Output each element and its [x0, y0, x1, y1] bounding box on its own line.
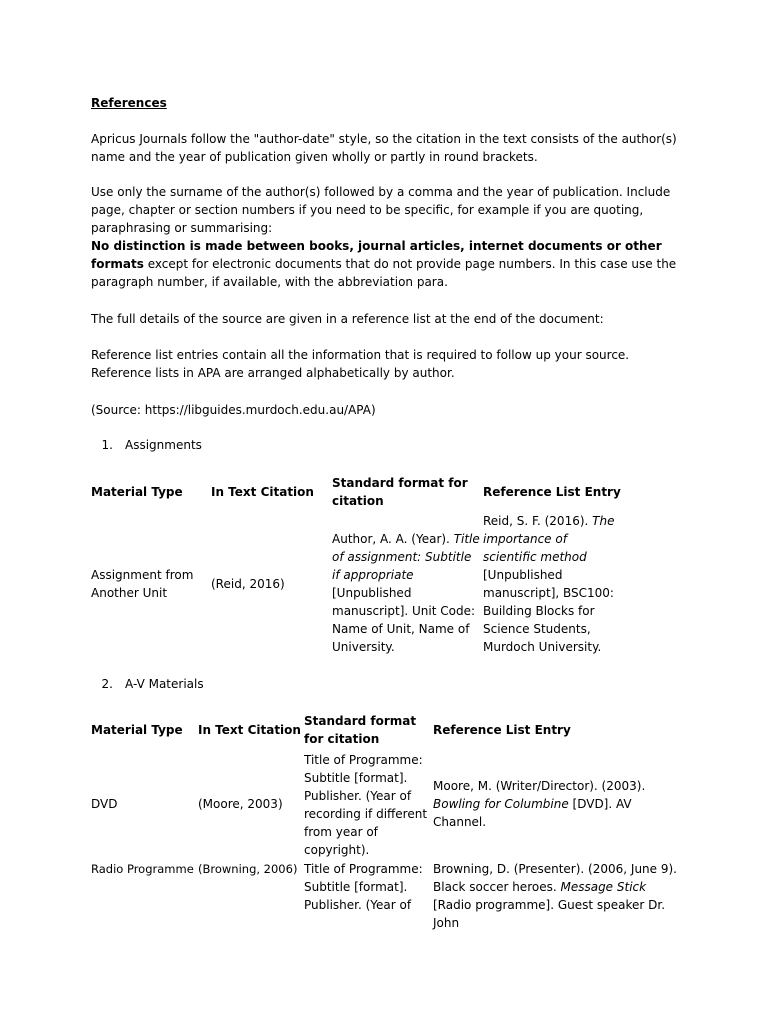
table2-header-format: Standard format for citation [304, 714, 417, 746]
table1-row-citation: (Reid, 2016) [211, 577, 285, 591]
entry-text-b: [Unpublished manuscript], BSC100: Building Blocks for Science Students, Murdoch University. [483, 568, 614, 654]
section-number: 1. [101, 438, 113, 452]
table2-row-format: Title of Programme: Subtitle [format]. Publisher. (Year of recording if different from year of copyright). [304, 753, 428, 857]
table2-row-entry [433, 777, 673, 831]
table2-row-citation: (Browning, 2006) [198, 862, 298, 876]
section-assignments [91, 436, 202, 454]
references-heading: References [91, 96, 167, 110]
entry-text-a: Browning, D. (Presenter). (2006, June 9). Black soccer heroes. [433, 862, 677, 894]
format-text-b: [Unpublished manuscript]. Unit Code: Name of Unit, Name of University. [332, 586, 476, 654]
section-number: 2. [101, 677, 113, 691]
table2-header-citation: In Text Citation [198, 723, 301, 737]
table1-header-citation: In Text Citation [211, 485, 314, 499]
distinction-bold-text: No distinction is made between books, journal articles, internet documents or other formats [91, 239, 662, 271]
table1-header-entry: Reference List Entry [483, 485, 621, 499]
full-details-paragraph: The full details of the source are given in a reference list at the end of the document: [91, 312, 604, 326]
section-av-materials [91, 675, 204, 693]
entry-text-italic: The importance of scientific method [483, 514, 615, 564]
reference-list-paragraph: Reference list entries contain all the information that is required to follow up your source. Reference lists in APA are arranged alphabetically by author. [91, 348, 630, 380]
table2-row-material: Radio Programme [91, 862, 194, 876]
distinction-rest-text: except for electronic documents that do not provide page numbers. In this case use the paragraph number, if available, with the abbreviation para. [91, 257, 677, 289]
section-title: A-V Materials [125, 677, 204, 691]
table2-header-material: Material Type [91, 723, 183, 737]
format-text-italic: Title of assignment: Subtitle if appropriate [332, 532, 480, 582]
entry-text-italic: Message Stick [560, 880, 647, 894]
table1-header-format: Standard format for citation [332, 476, 468, 508]
table1-row-material: Assignment from Another Unit [91, 568, 194, 600]
surname-paragraph: Use only the surname of the author(s) followed by a comma and the year of publication. Include page, chapter or section numbers if you need to be specific, for example if you are quoting, paraphrasing or summarising: [91, 185, 671, 235]
entry-text-italic: Bowling for Columbine [433, 797, 569, 811]
distinction-paragraph [91, 237, 681, 291]
entry-text-b: [DVD]. AV Channel. [433, 797, 632, 829]
source-line: (Source: https://libguides.murdoch.edu.au/APA) [91, 403, 376, 417]
table1-row-entry [483, 512, 623, 656]
intro-paragraph: Apricus Journals follow the "author-date" style, so the citation in the text consists of the author(s) name and the year of publication given wholly or partly in round brackets. [91, 132, 677, 164]
table2-header-entry: Reference List Entry [433, 723, 571, 737]
table1-row-format [332, 530, 480, 656]
table2-row-entry [433, 860, 678, 932]
format-text-a: Author, A. A. (Year). [332, 532, 454, 546]
entry-text-b: [Radio programme]. Guest speaker Dr. John [433, 898, 666, 930]
entry-text-a: Reid, S. F. (2016). [483, 514, 593, 528]
table1-header-material: Material Type [91, 485, 183, 499]
table2-row-citation: (Moore, 2003) [198, 797, 283, 811]
table2-row-material: DVD [91, 797, 118, 811]
section-title: Assignments [125, 438, 202, 452]
table2-row-format: Title of Programme: Subtitle [format]. Publisher. (Year of [304, 862, 423, 912]
entry-text-a: Moore, M. (Writer/Director). (2003). [433, 779, 646, 793]
